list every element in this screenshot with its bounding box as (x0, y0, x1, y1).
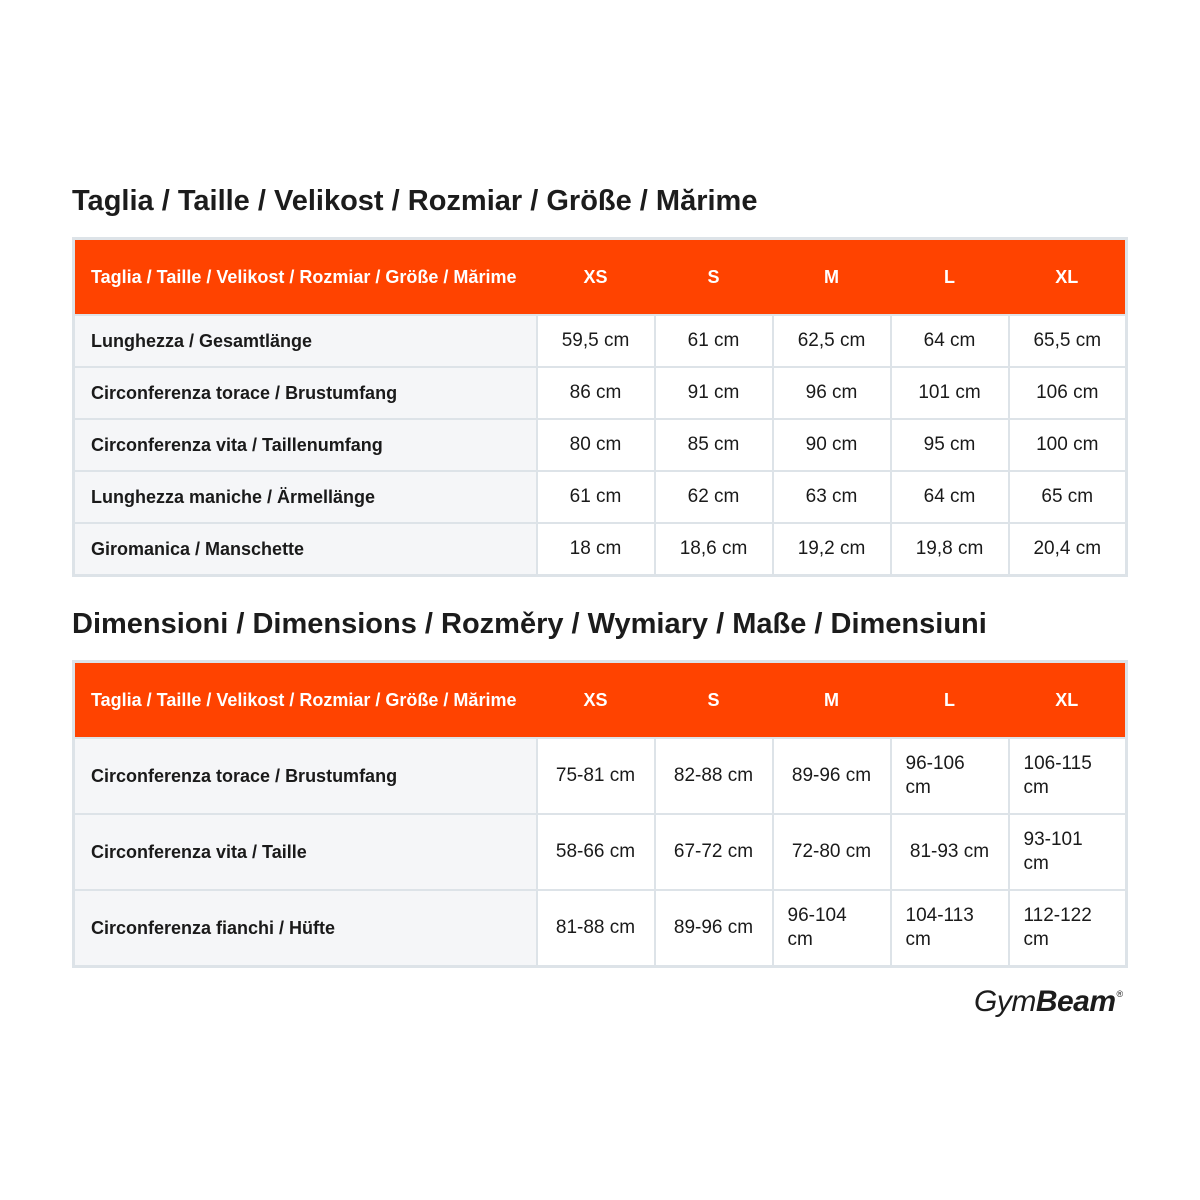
table-cell: 81-88 cm (537, 890, 655, 967)
header-size-m: M (773, 662, 891, 739)
table-cell: 106-115 cm (1009, 738, 1127, 814)
table-cell: 93-101 cm (1009, 814, 1127, 890)
table-cell: 64 cm (891, 315, 1009, 367)
table-cell: 85 cm (655, 419, 773, 471)
table-cell: 89-96 cm (773, 738, 891, 814)
table-cell: 95 cm (891, 419, 1009, 471)
table-cell: 96-104 cm (773, 890, 891, 967)
table-row (74, 471, 1127, 523)
table-cell: 59,5 cm (537, 315, 655, 367)
row-label: Circonferenza fianchi / Hüfte (74, 890, 537, 967)
table-row (74, 890, 1127, 967)
table-row (74, 419, 1127, 471)
registered-mark: ® (1116, 989, 1123, 999)
header-size-xl: XL (1009, 239, 1127, 316)
table-cell: 75-81 cm (537, 738, 655, 814)
dimensions-table (72, 660, 1128, 968)
gymbeam-logo (974, 985, 1123, 1019)
table-cell: 91 cm (655, 367, 773, 419)
table-cell: 106 cm (1009, 367, 1127, 419)
header-size-xs: XS (537, 239, 655, 316)
table-cell: 100 cm (1009, 419, 1127, 471)
row-label: Lunghezza maniche / Ärmellänge (74, 471, 537, 523)
table-cell: 62 cm (655, 471, 773, 523)
header-size-xl: XL (1009, 662, 1127, 739)
header-size-l: L (891, 662, 1009, 739)
table-cell: 101 cm (891, 367, 1009, 419)
logo-text-gym: Gym (974, 985, 1036, 1018)
table-cell: 20,4 cm (1009, 523, 1127, 576)
size-table (72, 237, 1128, 577)
table-cell: 19,8 cm (891, 523, 1009, 576)
table-cell: 112-122 cm (1009, 890, 1127, 967)
table-cell: 104-113 cm (891, 890, 1009, 967)
table-cell: 62,5 cm (773, 315, 891, 367)
table-row (74, 814, 1127, 890)
table-cell: 89-96 cm (655, 890, 773, 967)
row-label: Circonferenza vita / Taille (74, 814, 537, 890)
table-cell: 80 cm (537, 419, 655, 471)
header-size-xs: XS (537, 662, 655, 739)
table-cell: 82-88 cm (655, 738, 773, 814)
table-cell: 61 cm (537, 471, 655, 523)
table-row (74, 367, 1127, 419)
table-cell: 65 cm (1009, 471, 1127, 523)
table-cell: 90 cm (773, 419, 891, 471)
table-row (74, 523, 1127, 576)
header-size-m: M (773, 239, 891, 316)
size-table-title: Taglia / Taille / Velikost / Rozmiar / Größe / Mărime (72, 185, 758, 217)
header-size-s: S (655, 239, 773, 316)
table-cell: 96 cm (773, 367, 891, 419)
header-size-label: Taglia / Taille / Velikost / Rozmiar / Größe / Mărime (74, 662, 537, 739)
row-label: Circonferenza torace / Brustumfang (74, 367, 537, 419)
table-row (74, 738, 1127, 814)
logo-text-beam: Beam (1035, 985, 1116, 1018)
table-row (74, 315, 1127, 367)
header-size-label: Taglia / Taille / Velikost / Rozmiar / Größe / Mărime (74, 239, 537, 316)
row-label: Giromanica / Manschette (74, 523, 537, 576)
row-label: Circonferenza torace / Brustumfang (74, 738, 537, 814)
table-cell: 72-80 cm (773, 814, 891, 890)
table-cell: 18,6 cm (655, 523, 773, 576)
table-cell: 18 cm (537, 523, 655, 576)
table-cell: 58-66 cm (537, 814, 655, 890)
table-cell: 96-106 cm (891, 738, 1009, 814)
dimensions-table-header-row (74, 662, 1127, 739)
dimensions-table-title: Dimensioni / Dimensions / Rozměry / Wymiary / Maße / Dimensiuni (72, 608, 987, 640)
table-cell: 86 cm (537, 367, 655, 419)
row-label: Circonferenza vita / Taillenumfang (74, 419, 537, 471)
table-cell: 65,5 cm (1009, 315, 1127, 367)
header-size-s: S (655, 662, 773, 739)
table-cell: 61 cm (655, 315, 773, 367)
row-label: Lunghezza / Gesamtlänge (74, 315, 537, 367)
header-size-l: L (891, 239, 1009, 316)
table-cell: 81-93 cm (891, 814, 1009, 890)
table-cell: 64 cm (891, 471, 1009, 523)
table-cell: 67-72 cm (655, 814, 773, 890)
table-cell: 63 cm (773, 471, 891, 523)
table-cell: 19,2 cm (773, 523, 891, 576)
size-table-header-row (74, 239, 1127, 316)
